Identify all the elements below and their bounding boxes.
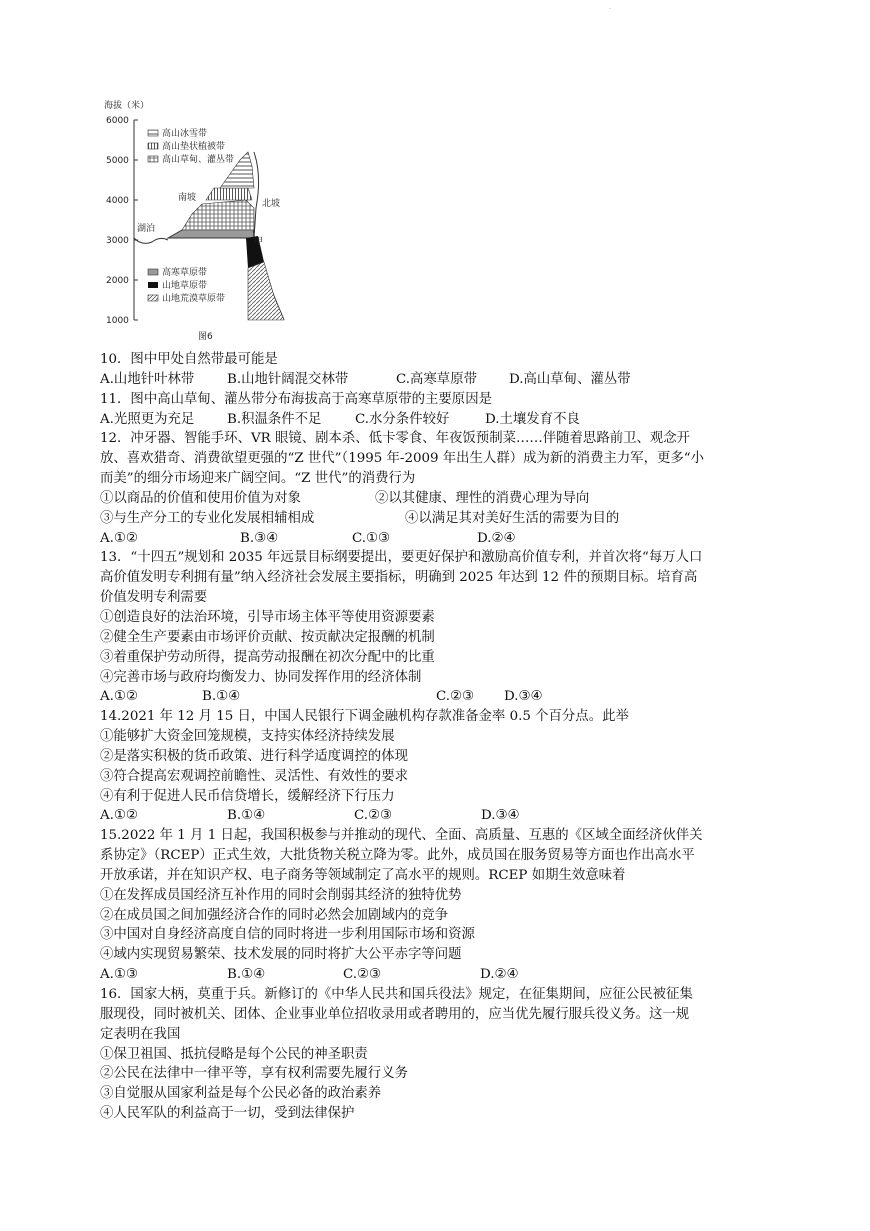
option: D.土壤发育不良 (485, 411, 580, 427)
q13-options (100, 687, 800, 707)
y-tick-label: 4000 (106, 196, 129, 206)
cushion-vegetation-area (206, 188, 252, 200)
option: B.积温条件不足 (227, 411, 322, 427)
statement: ③符合提高宏观调控前瞻性、灵活性、有效性的要求 (100, 768, 408, 784)
statement: ③着重保护劳动所得，提高劳动报酬在初次分配中的比重 (100, 649, 435, 665)
option: A.山地针叶林带 (100, 371, 195, 387)
statement: ①创造良好的法治环境，引导市场主体平等使用资源要素 (100, 609, 435, 625)
q13-stem: 高价值发明专利拥有量”纳入经济社会发展主要指标，明确到 2025 年达到 12 件的预期目标。培育高 (100, 570, 698, 586)
option: A.①② (100, 689, 138, 705)
option: B.山地针阔混交林带 (227, 371, 349, 387)
q11-options (100, 410, 800, 430)
y-tick-label: 6000 (106, 116, 129, 126)
option: B.①④ (227, 808, 266, 824)
q15-options (100, 965, 800, 985)
statement: ①保卫祖国、抵抗侵略是每个公民的神圣职责 (100, 1046, 368, 1062)
option: D.③④ (504, 689, 543, 705)
option: B.①④ (202, 689, 241, 705)
option: D.高山草甸、灌丛带 (509, 371, 631, 387)
option: C.①③ (352, 530, 391, 546)
statement: ②在成员国之间加强经济合作的同时必然会加剧域内的竞争 (100, 907, 449, 923)
north-slope-label: 北坡 (262, 199, 281, 209)
q12-options (100, 529, 800, 549)
option: A.光照更为充足 (100, 411, 195, 427)
legend-ice-snow: 高山冰雪带 (162, 129, 208, 139)
q16-stem: 服现役，同时被机关、团体、企业事业单位招收录用或者聘用的，应当优先履行服兵役义务。这一规 (100, 1006, 690, 1022)
option: A.①③ (100, 967, 138, 983)
option: C.水分条件较好 (355, 411, 450, 427)
q16-stem: 16．国家大柄，莫重于兵。新修订的《中华人民共和国兵役法》规定，在征集期间，应征公民被征集 (100, 987, 693, 1002)
q13-stem: 13．“十四五”规划和 2035 年远景目标纲要提出，要更好保护和激励高价值专利，并首次将“每万人口 (100, 550, 703, 566)
statement: ②以其健康、理性的消费心理为导向 (375, 490, 590, 506)
statement: ③中国对自身经济高度自信的同时将进一步利用国际市场和资源 (100, 927, 475, 943)
option: D.②④ (477, 530, 516, 546)
altitude-zone-figure (96, 96, 306, 346)
y-axis-title: 海拔（米） (104, 101, 150, 111)
q14-stem: 14.2021 年 12 月 15 日，中国人民银行下调金融机构存款准备金率 0.5 个百分点。此举 (100, 709, 629, 725)
south-slope-label: 南坡 (178, 193, 197, 203)
statement: ④人民军队的利益高于一切，受到法律保护 (100, 1106, 355, 1122)
q11-stem: 11．图中高山草甸、灌丛带分布海拔高于高寒草原带的主要原因是 (100, 391, 492, 407)
q15-stem: 开放承诺，并在知识产权、电子商务等领域制定了高水平的规则。RCEP 如期生效意味着 (100, 867, 626, 883)
option: B.③④ (240, 530, 279, 546)
option: B.①④ (227, 967, 266, 983)
q14-options (100, 806, 800, 826)
option: C.②③ (343, 967, 382, 983)
legend-cushion: 高山垫状植被带 (162, 142, 226, 152)
statement: ②公民在法律中一律平等，享有权利需要先履行义务 (100, 1066, 408, 1082)
q15-stem: 15.2022 年 1 月 1 日起，我国积极参与并推动的现代、全面、高质量、互惠的《区域全面经济伙伴关 (100, 828, 703, 844)
y-tick-label: 5000 (106, 156, 129, 166)
statement: ②健全生产要素由市场评价贡献、按贡献决定报酬的机制 (100, 629, 435, 645)
q10-stem: 10．图中甲处自然带最可能是 (100, 352, 278, 367)
page-mark: · (609, 6, 611, 13)
option: D.③④ (481, 808, 520, 824)
y-tick-label: 3000 (106, 236, 129, 246)
q12-stem: 12．冲牙器、智能手环、VR 眼镜、剧本杀、低卡零食、年夜饭预制菜……伴随着思路前卫、观念开 (100, 431, 691, 447)
statement: ④以满足其对美好生活的需要为目的 (405, 510, 620, 526)
q12-stem: 放、喜欢猎奇、消费欲望更强的“Z 世代”（1995 年-2009 年出生人群）成为新的消费主力军，更多“小 (100, 451, 705, 467)
statement: ③自觉服从国家利益是每个公民必备的政治素养 (100, 1086, 382, 1102)
figure-caption: 图6 (198, 332, 213, 342)
q16-stem: 定表明在我国 (100, 1026, 181, 1042)
y-ticks (106, 116, 138, 326)
statement: ①在发挥成员国经济互补作用的同时会削弱其经济的独特优势 (100, 887, 462, 903)
legend-meadow: 高山草甸、灌丛带 (162, 155, 235, 165)
legend-mountain-steppe: 山地草原带 (162, 281, 208, 291)
lake-label: 湖泊 (137, 224, 156, 234)
meadow-shrub-area (182, 200, 254, 230)
option: A.①② (100, 530, 138, 546)
option: C.②③ (436, 689, 475, 705)
y-tick-label: 2000 (106, 276, 129, 286)
statement: ①以商品的价值和使用价值为对象 (100, 490, 301, 506)
statement: ②是落实积极的货币政策、进行科学适度调控的体现 (100, 748, 408, 764)
q12-stem: 而美”的细分市场迎来广阔空间。“Z 世代”的消费行为 (100, 471, 416, 487)
q15-stem: 系协定》（RCEP）正式生效，大批货物关税立降为零。此外，成员国在服务贸易等方面也作出高水平 (100, 848, 695, 864)
option: C.高寒草原带 (396, 371, 477, 387)
lake-curve (134, 238, 168, 243)
jia-label: 甲 (254, 237, 264, 247)
q10-options (100, 370, 800, 390)
q13-stem: 价值发明专利需要 (100, 590, 208, 606)
option: D.②④ (480, 967, 519, 983)
statement: ③与生产分工的专业化发展相辅相成 (100, 510, 315, 526)
desert-steppe-area (248, 262, 284, 320)
question-content (100, 350, 800, 1124)
y-tick-label: 1000 (106, 316, 129, 326)
legend-alpine-steppe: 高寒草原带 (162, 268, 208, 278)
statement: ①能够扩大资金回笼规模，支持实体经济持续发展 (100, 729, 395, 745)
altitude-zone-diagram (96, 96, 306, 346)
q12-items-row (100, 509, 800, 529)
legend-desert-steppe: 山地荒漠草原带 (162, 294, 226, 304)
statement: ④完善市场与政府均衡发力、协同发挥作用的经济体制 (100, 669, 422, 685)
option: C.②③ (354, 808, 393, 824)
statement: ④有利于促进人民币信贷增长，缓解经济下行压力 (100, 788, 395, 804)
q12-items-row (100, 489, 800, 509)
option: A.①② (100, 808, 138, 824)
statement: ④域内实现贸易繁荣、技术发展的同时将扩大公平赤字等问题 (100, 947, 462, 963)
